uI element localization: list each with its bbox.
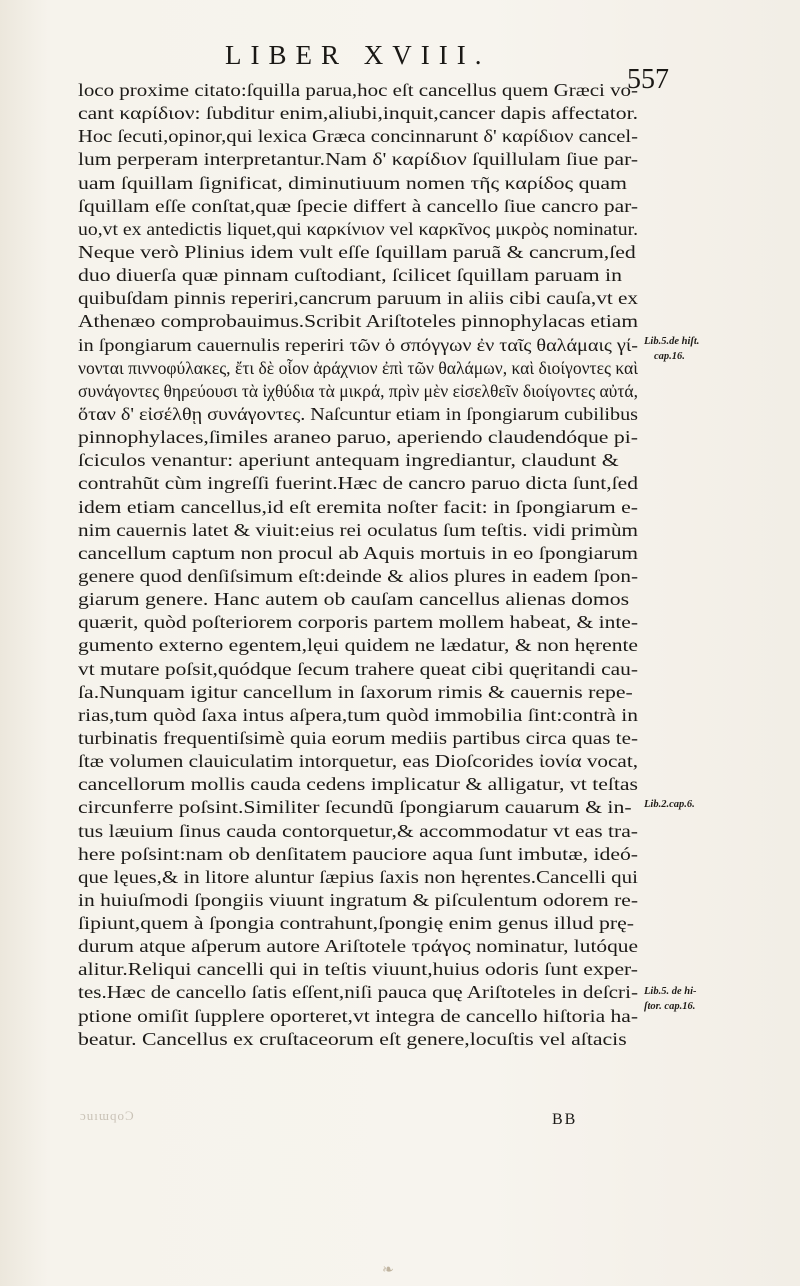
- text-line: συνάγοντες θηρεύουσι τὰ ἰχθύδια τὰ μικρά, πρὶν μὲν εἰσελθεῖν διοίγοντες αὐτά,: [78, 380, 638, 401]
- margin-note-line: Lib.5. de hi-: [644, 986, 697, 997]
- text-line: circunferre poſsint.Similiter ſecundũ ſpongiarum cauarum & in-: [78, 797, 632, 818]
- text-line: quærit, quòd poſteriorem corporis partem mollem habeat, & inte-: [78, 612, 638, 633]
- text-line: tus læuium ſinus cauda contorquetur,& accommodatur vt eas tra-: [78, 820, 638, 841]
- text-line: cant καρίδιον: ſubditur enim,aliubi,inquit,cancer dapis affectator.: [78, 103, 638, 124]
- text-line: ὅταν δ' εἰσέλθῃ συνάγοντες. Naſcuntur etiam in ſpongiarum cubilibus: [78, 403, 638, 424]
- text-line: cancellum captum non procul ab Aquis mortuis in eo ſpongiarum: [78, 542, 638, 563]
- text-line: alitur.Reliqui cancelli qui in teſtis viuunt,huius odoris ſunt exper-: [78, 959, 638, 980]
- text-line: ſipiunt,quem à ſpongia contrahunt,ſpongię enim genus illud prę-: [78, 913, 635, 934]
- margin-note-line: Lib.5.de hiſt.: [644, 336, 700, 347]
- signature-mark: BB: [552, 1111, 578, 1128]
- text-line: ptione omiſit ſupplere oporteret,vt integra de cancello hiſtoria ha-: [78, 1005, 638, 1026]
- margin-note-lib2-cap6: [644, 797, 794, 812]
- text-line: uam ſquillam ſignificat, diminutiuum nomen τῆς καρίδος quam: [78, 172, 627, 193]
- text-line: ſtæ volumen clauiculatim intorquetur, eas Dioſcorides ἰονία vocat,: [78, 751, 638, 772]
- text-line: turbinatis frequentiſsimè quia eorum mediis partibus circa quas te-: [78, 727, 638, 748]
- show-through-text: ɔuıɯqoƆ: [80, 1108, 135, 1123]
- text-line: beatur. Cancellus ex cruſtaceorum eſt genere,locuſtis vel aſtacis: [78, 1028, 627, 1049]
- fleuron-ornament: ❧: [382, 1262, 394, 1278]
- text-line: ſa.Nunquam igitur cancellum in ſaxorum rimis & cauernis repe-: [78, 681, 633, 702]
- text-line: nim cauernis latet & viuit:eius rei oculatus ſum teſtis. vidi primùm: [78, 519, 638, 540]
- text-line: giarum genere. Hanc autem ob cauſam cancellus alienas domos: [78, 589, 630, 610]
- text-line: lum perperam interpretantur.Nam δ' καρίδιον ſquillulam ſiue par-: [78, 149, 638, 170]
- text-line: duo diuerſa quæ pinnam cuſtodiant, ſcilicet ſquillam paruam in: [78, 265, 622, 286]
- text-line: ſciculos venantur: aperiunt antequam ingrediantur, claudunt &: [78, 450, 619, 471]
- text-line: Athenæo comprobauimus.Scribit Ariſtoteles pinnophylacas etiam: [78, 311, 638, 332]
- body-text: [78, 79, 638, 1051]
- text-line: gumento externo egentem,lęui quidem ne lædatur, & non hęrente: [78, 635, 638, 656]
- text-line: Hoc ſecuti,opinor,qui lexica Græca concinnarunt δ' καρίδιον cancel-: [78, 126, 638, 147]
- margin-note-histor-cap16: [644, 984, 794, 1014]
- text-line: in ſpongiarum cauernulis reperiri τῶν ὁ σπόγγων ἐν ταῖς θαλάμαις γί-: [78, 334, 638, 355]
- text-line: loco proxime citato:ſquilla parua,hoc eſt cancellus quem Græci vo-: [78, 80, 638, 100]
- text-line: tes.Hæc de cancello ſatis eſſent,niſi pauca quę Ariſtoteles in deſcri-: [78, 982, 638, 1003]
- text-line: idem etiam cancellus,id eſt eremita noſter facit: in ſpongiarum e-: [78, 496, 638, 517]
- text-line: rias,tum quòd ſaxa intus aſpera,tum quòd immobilia ſint:contrà in: [78, 704, 638, 725]
- margin-note-line: cap.16.: [654, 351, 685, 362]
- margin-note-hist-cap16: [644, 334, 794, 364]
- text-line: in huiuſmodi ſpongiis viuunt ingratum & piſculentum odorem re-: [78, 889, 638, 910]
- text-line: Neque verò Plinius idem vult eſſe ſquillam paruã & cancrum,ſed: [78, 241, 636, 262]
- text-line: pinnophylaces,ſimiles araneo paruo, aperiendo claudendóque pi-: [78, 427, 638, 448]
- page-number: 557: [627, 64, 669, 95]
- text-line: vt mutare poſsit,quódque ſecum trahere queat cibi quęritandi cau-: [78, 658, 638, 679]
- text-line: que lęues,& in litore aluntur ſæpius ſaxis non hęrentes.Cancelli qui: [78, 866, 638, 887]
- text-line: durum atque aſperum autore Ariſtotele τράγος nominatur, lutóque: [78, 936, 638, 957]
- text-line: cancellorum mollis cauda cedens implicatur & alligatur, vt teſtas: [78, 774, 638, 795]
- margin-note-line: Lib.2.cap.6.: [644, 799, 695, 810]
- text-line: contrahũt cùm ingreſſi fuerint.Hæc de cancro paruo dicta ſunt,ſed: [78, 473, 638, 494]
- text-line: quibuſdam pinnis reperiri,cancrum paruum in aliis cibi cauſa,vt ex: [78, 288, 638, 309]
- text-line: νονται πιννοφύλακες, ἔτι δὲ οἷον ἀράχνιον ἐπὶ τῶν θαλάμων, καὶ διοίγοντες καὶ: [78, 357, 638, 378]
- text-line: uo,vt ex antedictis liquet,qui καρκίνιον vel καρκῖνος μικρὸς nominatur.: [78, 218, 638, 239]
- margin-note-line: ſtor. cap.16.: [644, 1001, 696, 1012]
- text-line: ſquillam eſſe conſtat,quæ ſpecie differt à cancello ſiue cancro par-: [78, 195, 638, 216]
- text-line: genere quod denſiſsimum eſt:deinde & alios plures in eadem ſpon-: [78, 565, 638, 586]
- running-head: LIBER XVIII.: [225, 40, 491, 70]
- text-line: here poſsint:nam ob denſitatem pauciore aqua ſunt imbutæ, ideó-: [78, 843, 638, 864]
